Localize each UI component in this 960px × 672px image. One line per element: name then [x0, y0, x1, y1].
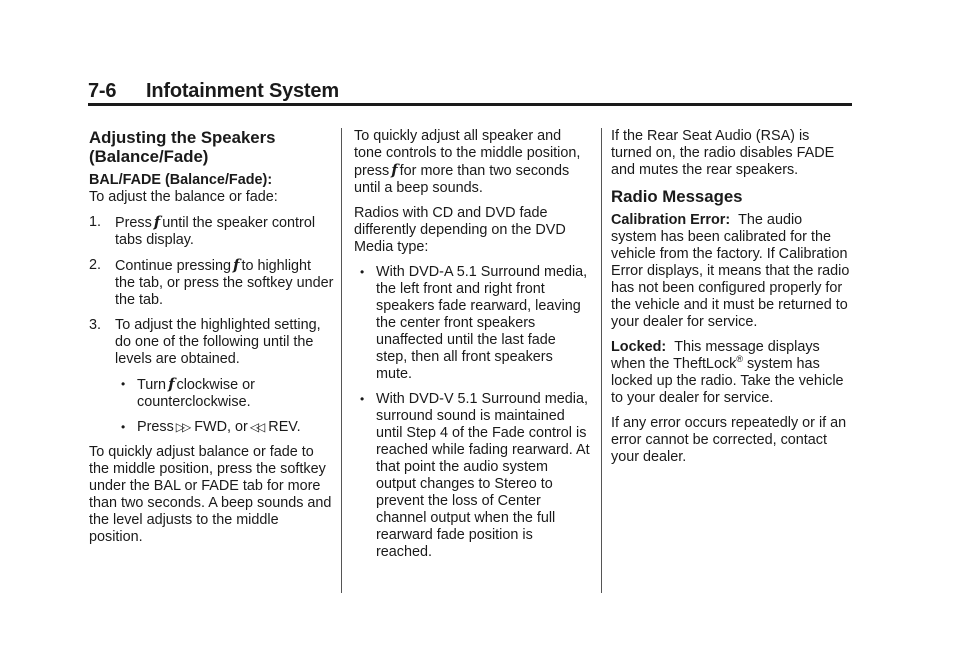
step-3-bullet-press: • Press ▷▷ FWD, or ◁◁ REV. [121, 419, 301, 435]
heading-adjusting-speakers: Adjusting the Speakers (Balance/Fade) [89, 128, 276, 166]
bullet-icon: • [121, 420, 126, 434]
step-3: 3. To adjust the highlighted setting, do one of the following until the levels are obtained. [89, 317, 321, 367]
tune-knob-icon: f [233, 256, 240, 274]
section-title: Infotainment System [146, 80, 339, 102]
heading-radio-messages: Radio Messages [611, 187, 743, 206]
seek-forward-icon: ▷▷ [175, 420, 189, 434]
dvd-fade-paragraph: Radios with CD and DVD fade differently depending on the DVD Media type: [354, 205, 566, 255]
step-3-bullet-turn: • Turn f clockwise or counterclockwise. [121, 375, 255, 410]
column-3 [611, 128, 851, 474]
step-1: 1. Press f until the speaker control tabs display. [89, 213, 316, 248]
column-divider-right [601, 128, 602, 593]
bullet-icon: • [360, 265, 365, 279]
rsa-paragraph: If the Rear Seat Audio (RSA) is turned on, the radio disables FADE and mutes the rear speakers. [611, 128, 835, 178]
seek-reverse-icon: ◁◁ [249, 420, 263, 434]
tune-knob-icon: f [153, 213, 161, 231]
page-number: 7-6 [88, 80, 117, 102]
quick-adjust-paragraph: To quickly adjust balance or fade to the middle position, press the softkey under the BAL or FADE tab for more than two seconds. A beep sounds and the level adjusts to the middle position. [89, 444, 332, 545]
contact-dealer-paragraph: If any error occurs repeatedly or if an error cannot be corrected, contact your dealer. [611, 415, 847, 465]
bal-fade-intro: To adjust the balance or fade: [89, 189, 278, 205]
tune-knob-icon: f [168, 375, 175, 393]
tune-knob-icon: f [391, 161, 398, 179]
dvd-a-bullet: • With DVD-A 5.1 Surround media, the left front and right front speakers fade rearward, leaving the center front speakers unaffected until the last fade step, then all front speakers mute. [360, 264, 588, 382]
locked-paragraph: Locked: This message displays when the TheftLock® system has locked up the radio. Take the vehicle to your dealer for service. [611, 339, 844, 406]
header-rule [88, 103, 852, 106]
column-1 [89, 128, 335, 554]
calibration-error-paragraph: Calibration Error: The audio system has been calibrated for the vehicle from the factory. If Calibration Error displays, it means that the radio has not been configured properly for the vehicle and it must be returned to your dealer for service. [611, 212, 850, 330]
reset-tone-paragraph: To quickly adjust all speaker and tone controls to the middle position, press f for more than two seconds until a beep sounds. [354, 128, 581, 196]
step-2: 2. Continue pressing f to highlight the tab, or press the softkey under the tab. [89, 256, 334, 308]
bal-fade-label: BAL/FADE (Balance/Fade): [89, 172, 273, 188]
column-divider-left [341, 128, 342, 593]
dvd-v-bullet: • With DVD-V 5.1 Surround media, surround sound is maintained until Step 4 of the Fade control is reached while fading rearward. At that point the audio system output changes to Stereo to prevent the loss of Center channel output when the full rearward fade position is reached. [360, 391, 590, 560]
bullet-icon: • [121, 377, 126, 391]
bullet-icon: • [360, 392, 365, 406]
registered-mark: ® [736, 354, 743, 365]
column-2 [354, 128, 590, 569]
